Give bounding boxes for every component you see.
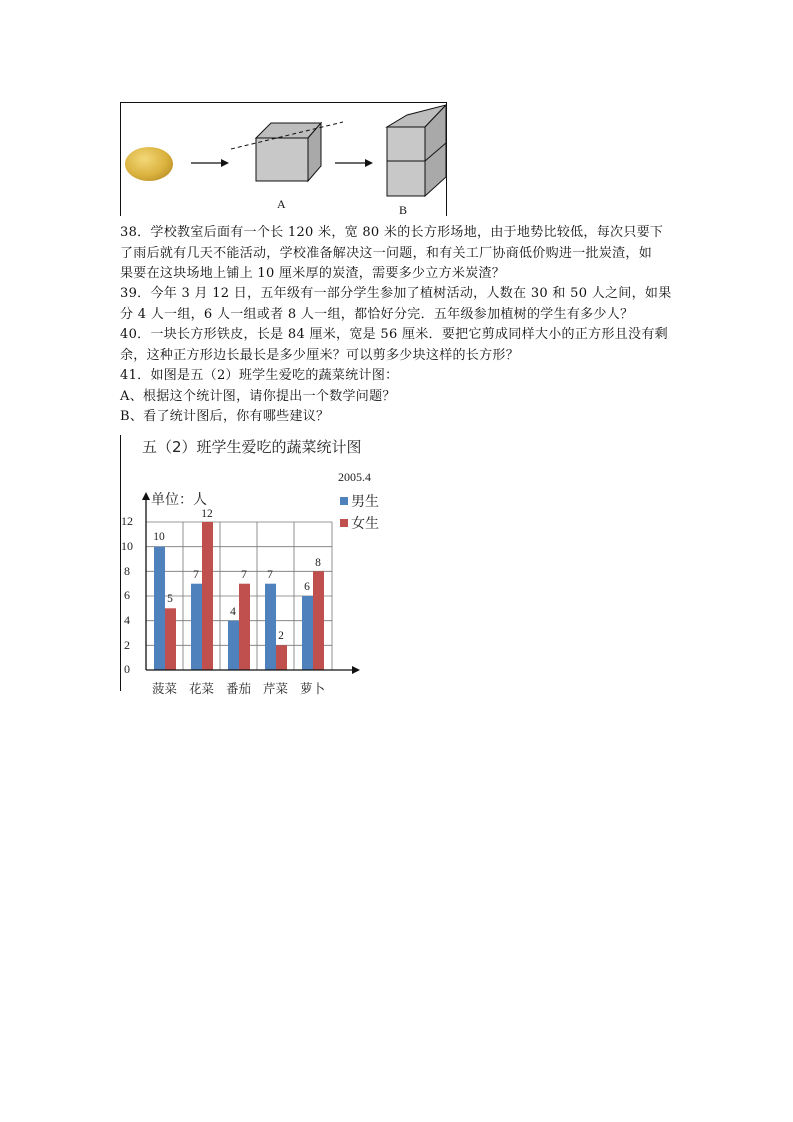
- x-tick: 芹菜: [262, 681, 288, 696]
- question-40: [120, 325, 678, 366]
- label-a: A: [277, 197, 286, 211]
- bar-value: 6: [304, 581, 310, 593]
- question-line: 39．今年 3 月 12 日，五年级有一部分学生参加了植树活动，人数在 30 和 50 人之间，如果: [120, 286, 672, 301]
- y-tick: 4: [124, 613, 130, 627]
- x-tick: 萝卜: [299, 681, 325, 696]
- question-line: B、看了统计图后，你有哪些建议？: [120, 409, 330, 424]
- y-tick: 8: [124, 564, 130, 578]
- y-axis-arrow-icon: [142, 492, 150, 500]
- question-39: [120, 284, 678, 325]
- y-tick: 6: [124, 588, 130, 602]
- arrow-right-icon: [191, 159, 229, 167]
- bar-value: 10: [153, 531, 165, 543]
- question-line: A、根据这个统计图，请你提出一个数学问题？: [120, 388, 396, 404]
- bar-value: 8: [315, 557, 321, 569]
- bar-value: 4: [230, 606, 236, 618]
- question-line: 余，这种正方形边长最长是多少厘米？可以剪多少块这样的长方形？: [120, 347, 520, 363]
- question-line: 分 4 人一组，6 人一组或者 8 人一组，都恰好分完．五年级参加植树的学生有多少人？: [120, 306, 634, 322]
- potato-cube-figure: [120, 102, 447, 216]
- y-axis-unit: 单位：人: [151, 492, 207, 508]
- bar-value: 7: [193, 569, 199, 581]
- question-38: [120, 223, 678, 285]
- y-tick: 0: [124, 662, 130, 676]
- stacked-cubes-icon: [387, 105, 446, 196]
- x-axis-arrow-icon: [352, 666, 360, 674]
- legend-label: 女生: [351, 516, 379, 532]
- x-tick: 菠菜: [151, 681, 177, 696]
- question-line: 果要在这块场地上铺上 10 厘米厚的炭渣，需要多少立方米炭渣？: [120, 266, 506, 281]
- arrow-right-icon: [335, 159, 373, 167]
- x-tick: 花菜: [188, 681, 214, 696]
- bar-value: 2: [278, 630, 284, 642]
- legend-label: 男生: [351, 494, 379, 510]
- question-line: 了雨后就有几天不能活动，学校准备解决这一问题，和有关工厂协商低价购进一批炭渣，如: [120, 245, 653, 261]
- x-tick: 番茄: [225, 681, 251, 696]
- question-line: 41．如图是五（2）班学生爱吃的蔬菜统计图：: [120, 368, 399, 383]
- bar-value: 5: [167, 593, 173, 605]
- cube-icon: [231, 122, 343, 181]
- y-tick: 10: [121, 539, 133, 553]
- chart-date: 2005.4: [338, 470, 371, 484]
- y-tick: 12: [121, 514, 133, 528]
- bar-value: 12: [201, 508, 213, 520]
- label-b: B: [399, 203, 408, 217]
- y-tick: 2: [124, 638, 130, 652]
- chart-frame-line: [120, 435, 121, 691]
- question-41: [120, 366, 678, 428]
- question-line: 38．学校教室后面有一个长 120 米，宽 80 米的长方形场地，由于地势比较低，每次只要下: [120, 225, 664, 240]
- chart-title: 五（2）班学生爱吃的蔬菜统计图: [142, 438, 362, 456]
- question-line: 40．一块长方形铁皮，长是 84 厘米，宽是 56 厘米．要把它剪成同样大小的正方形且没有剩: [120, 327, 668, 342]
- bar-chart-plot: [140, 480, 370, 680]
- bar-value: 7: [267, 569, 273, 581]
- bar-value: 7: [241, 569, 247, 581]
